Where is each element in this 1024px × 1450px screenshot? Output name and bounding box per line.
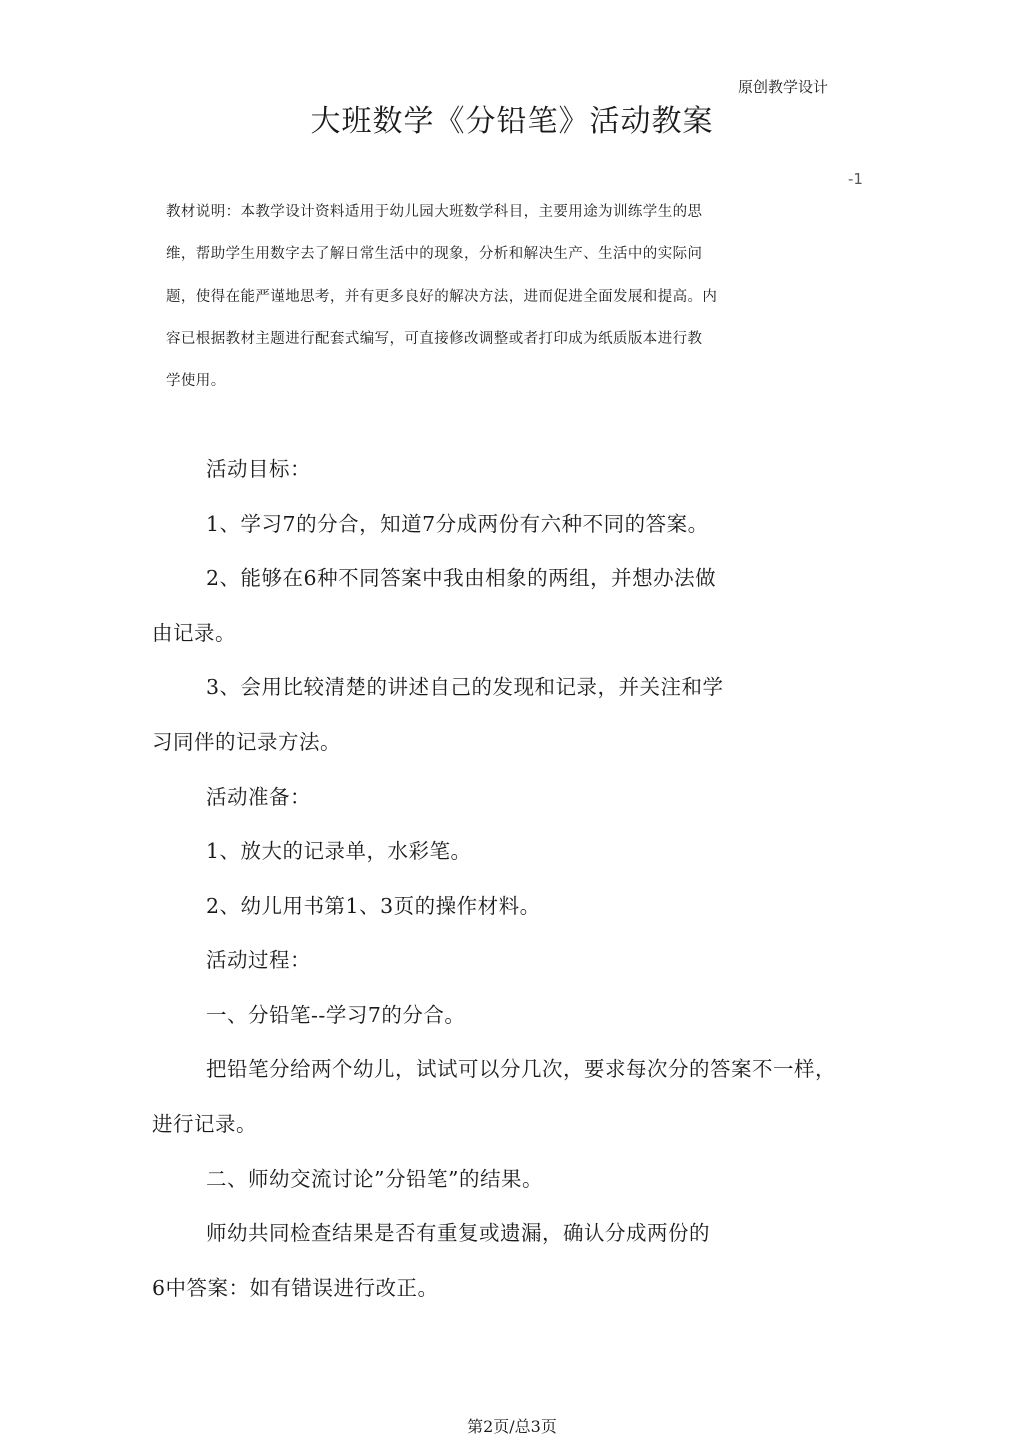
preparation-item: 2、幼儿用书第1、3页的操作材料。	[206, 894, 541, 918]
process-step: 二、师幼交流讨论”分铅笔”的结果。	[206, 1167, 543, 1191]
header-note: 原创教学设计	[738, 78, 829, 96]
intro-line: 容已根据教材主题进行配套式编写，可直接修改调整或者打印成为纸质版本进行教	[166, 331, 703, 347]
intro-line: 维，帮助学生用数字去了解日常生活中的现象，分析和解决生产、生活中的实际问	[166, 246, 703, 262]
goal-item: 3、会用比较清楚的讲述自己的发现和记录，并关注和学	[206, 675, 724, 699]
goal-item: 1、学习7的分合，知道7分成两份有六种不同的答案。	[206, 512, 709, 536]
process-paragraph: 师幼共同检查结果是否有重复或遗漏，确认分成两份的	[206, 1221, 710, 1245]
intro-line: 教材说明：本教学设计资料适用于幼儿园大班数学科目，主要用途为训练学生的思	[166, 204, 703, 220]
section-heading-goals: 活动目标：	[206, 457, 311, 481]
goal-item-continuation: 由记录。	[152, 621, 236, 645]
preparation-item: 1、放大的记录单，水彩笔。	[206, 839, 472, 863]
intro-line: 题，使得在能严谨地思考，并有更多良好的解决方法，进而促进全面发展和提高。内	[166, 289, 718, 305]
section-heading-preparation: 活动准备：	[206, 785, 311, 809]
process-paragraph: 把铅笔分给两个幼儿，试试可以分几次，要求每次分的答案不一样，	[206, 1057, 836, 1081]
document-title: 大班数学《分铅笔》活动教案	[310, 104, 714, 139]
process-paragraph-continuation: 进行记录。	[152, 1112, 257, 1136]
process-step: 一、分铅笔--学习7的分合。	[206, 1003, 466, 1027]
process-paragraph-continuation: 6中答案：如有错误进行改正。	[152, 1276, 439, 1300]
section-heading-process: 活动过程：	[206, 948, 311, 972]
page-marker: -1	[848, 170, 863, 188]
intro-line: 学使用。	[166, 373, 226, 389]
page-number: 第2页/总3页	[467, 1417, 557, 1436]
goal-item: 2、能够在6种不同答案中我由相象的两组，并想办法做	[206, 566, 717, 590]
goal-item-continuation: 习同伴的记录方法。	[152, 730, 341, 754]
